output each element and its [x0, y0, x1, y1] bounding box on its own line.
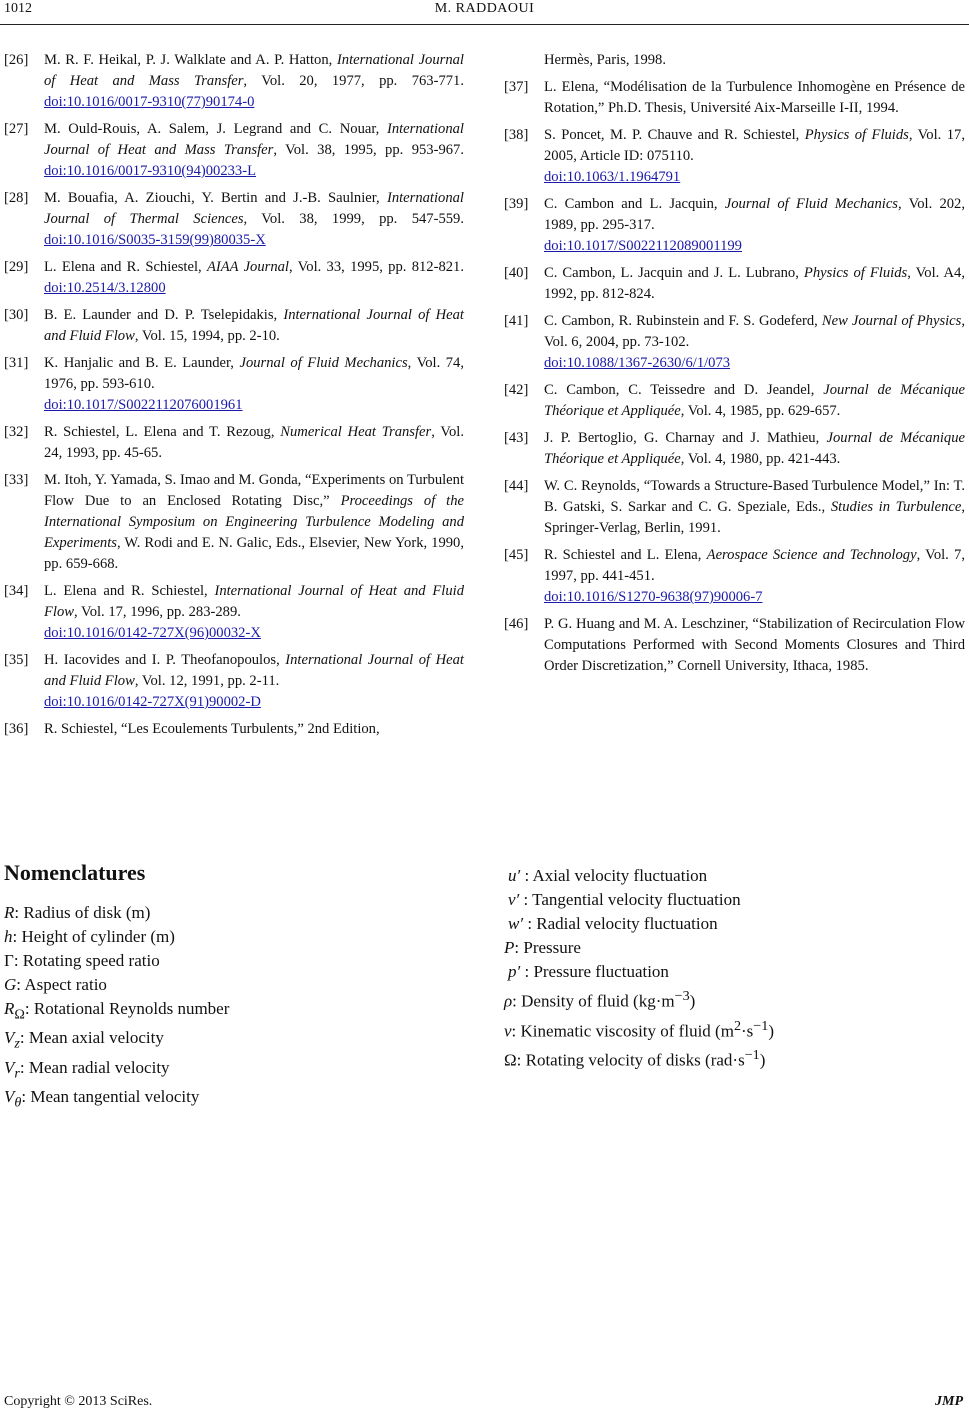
nomenclature-superscript: −1 [744, 1047, 760, 1064]
reference-text [44, 305, 464, 347]
reference-journal: AIAA Journal [206, 259, 289, 275]
reference-authors: C. Cambon, C. Teissedre and D. Jeandel, [544, 382, 824, 398]
reference-item [4, 257, 464, 299]
reference-number: [40] [504, 265, 529, 281]
nomenclature-superscript: −3 [674, 988, 690, 1004]
nomenclature-unit-close: ) [689, 991, 696, 1011]
references-right-column [504, 50, 965, 683]
reference-journal: International Journal of Heat and Fluid Flow [44, 583, 464, 620]
nomenclature-subscript: z [14, 1035, 20, 1052]
nomenclature-symbol: h [4, 927, 13, 946]
reference-36-continuation: Hermès, Paris, 1998. [544, 52, 667, 68]
reference-authors: W. C. Reynolds, “Towards a Structure-Based Turbulence Model,” In: T. B. Gatski, S. Sarkar and C. G. Speziale, Eds., [544, 478, 965, 515]
reference-number: [37] [504, 79, 529, 95]
nomenclature-description: : Height of cylinder (m) [12, 927, 175, 946]
doi-link[interactable]: doi:10.1016/0142-727X(91)90002-D [44, 694, 261, 710]
reference-details: , W. Rodi and E. N. Galic, Eds., Elsevier, New York, 1990, pp. 659-668. [44, 535, 464, 572]
nomenclature-description: : Mean radial velocity [19, 1057, 170, 1077]
reference-item [504, 263, 965, 305]
nomenclature-description: : Mean axial velocity [19, 1028, 164, 1048]
reference-details: , Vol. 17, 2005, Article ID: 075110. [544, 127, 965, 164]
doi-link[interactable]: doi:10.1063/1.1964791 [544, 169, 681, 185]
reference-item [4, 305, 464, 347]
reference-authors: M. Itoh, Y. Yamada, S. Imao and M. Gonda, “Experiments on Turbulent Flow Due to an Enclosed Rotating Disc,” [44, 472, 464, 509]
page-number: 1012 [4, 1, 32, 16]
nomenclature-description: : Density of fluid (kg·m [512, 991, 675, 1011]
reference-journal: Studies in Turbulence [830, 499, 962, 515]
reference-number: [43] [504, 430, 529, 446]
nomenclature-symbol: Γ [4, 951, 14, 970]
nomenclature-item [504, 984, 965, 1014]
nomenclature-item [4, 925, 474, 949]
reference-number: [30] [4, 307, 29, 323]
reference-details: , Springer-Verlag, Berlin, 1991. [544, 499, 965, 536]
reference-journal: New Journal of Physics [821, 313, 962, 329]
reference-item [4, 119, 464, 182]
reference-text [44, 188, 464, 251]
reference-text [544, 311, 965, 374]
reference-text [44, 353, 464, 416]
reference-text [44, 650, 464, 713]
reference-number: [32] [4, 424, 29, 440]
reference-text [544, 77, 965, 119]
reference-number: [36] [4, 721, 29, 737]
reference-journal: Physics of Fluids [803, 265, 908, 281]
reference-authors: C. Cambon, L. Jacquin and J. L. Lubrano, [544, 265, 804, 281]
nomenclature-left-list [4, 901, 474, 1115]
doi-link[interactable]: doi:10.1016/S0035-3159(99)80035-X [44, 232, 266, 248]
nomenclature-symbol: ν [504, 1021, 512, 1041]
nomenclature-item [4, 1085, 474, 1114]
reference-journal: Proceedings of the International Symposium on Engineering Turbulence Modeling and Experiments [44, 493, 464, 551]
doi-link[interactable]: doi:10.1016/S1270-9638(97)90006-7 [544, 589, 763, 605]
nomenclature-symbol: w′ [508, 914, 524, 933]
nomenclature-item [504, 1043, 965, 1073]
nomenclature-symbol: V [4, 1087, 15, 1107]
reference-item [504, 125, 965, 188]
reference-authors: C. Cambon, R. Rubinstein and F. S. Godeferd, [544, 313, 822, 329]
reference-number: [46] [504, 616, 529, 632]
reference-details: , Vol. 6, 2004, pp. 73-102. [544, 313, 965, 350]
reference-journal: Journal de Mécanique Théorique et Appliquée [544, 382, 965, 419]
reference-item [4, 470, 464, 575]
reference-item [4, 422, 464, 464]
reference-item [504, 476, 965, 539]
doi-link[interactable]: doi:10.1016/0142-727X(96)00032-X [44, 625, 261, 641]
nomenclature-subscript: Ω [14, 1006, 25, 1023]
nomenclature-symbol: V [4, 1028, 15, 1048]
nomenclature-item [4, 949, 474, 973]
reference-authors: M. Ould-Rouis, A. Salem, J. Legrand and C. Nouar, [44, 121, 387, 137]
reference-authors: B. E. Launder and D. P. Tselepidakis, [44, 307, 284, 323]
nomenclature-right-list [504, 864, 965, 1073]
nomenclature-subscript: θ [14, 1094, 22, 1111]
reference-details: , Vol. 4, 1980, pp. 421-443. [680, 451, 841, 467]
header-rule [0, 24, 969, 25]
reference-item [504, 545, 965, 608]
nomenclature-item [4, 1026, 474, 1055]
reference-number: [29] [4, 259, 29, 275]
nomenclature-item [4, 1056, 474, 1085]
reference-authors: L. Elena and R. Schiestel, [44, 259, 207, 275]
nomenclature-item [504, 864, 965, 888]
reference-number: [28] [4, 190, 29, 206]
reference-number: [41] [504, 313, 529, 329]
reference-text [44, 422, 464, 464]
reference-authors: R. Schiestel, “Les Ecoulements Turbulents,” 2nd Edition, [44, 721, 380, 737]
nomenclature-description: : Rotating speed ratio [13, 951, 160, 970]
nomenclature-description: : Axial velocity fluctuation [520, 866, 708, 885]
reference-number: [34] [4, 583, 29, 599]
nomenclature-description: : Radial velocity fluctuation [523, 914, 718, 933]
footer-journal: JMP [935, 1394, 963, 1409]
reference-authors: C. Cambon and L. Jacquin, [544, 196, 725, 212]
nomenclature-symbol: P [504, 938, 515, 957]
reference-number: [44] [504, 478, 529, 494]
reference-text [544, 476, 965, 539]
doi-link[interactable]: doi:10.1017/S0022112076001961 [44, 397, 243, 413]
reference-details: , Vol. A4, 1992, pp. 812-824. [544, 265, 965, 302]
nomenclature-superscript: −1 [753, 1017, 769, 1034]
reference-authors: R. Schiestel and L. Elena, [544, 547, 707, 563]
reference-authors: S. Poncet, M. P. Chauve and R. Schiestel, [544, 127, 805, 143]
reference-text [44, 119, 464, 182]
reference-details: , Vol. 15, 1994, pp. 2-10. [134, 328, 280, 344]
reference-journal: Journal of Fluid Mechanics [239, 355, 408, 371]
reference-number: [42] [504, 382, 529, 398]
footer-copyright: Copyright © 2013 SciRes. [4, 1394, 153, 1409]
reference-authors: P. G. Huang and M. A. Leschziner, “Stabilization of Recirculation Flow Computations Performed with Second Moments Closures and Third Order Discretization,” Cornell University, Ithaca, 1985. [544, 616, 965, 674]
reference-details: , Vol. 24, 1993, pp. 45-65. [44, 424, 464, 461]
reference-details: , Vol. 17, 1996, pp. 283-289. [74, 604, 241, 620]
reference-item [504, 380, 965, 422]
reference-authors: K. Hanjalic and B. E. Launder, [44, 355, 240, 371]
reference-journal: International Journal of Heat and Fluid Flow [44, 307, 464, 344]
reference-authors: H. Iacovides and I. P. Theofanopoulos, [44, 652, 286, 668]
reference-text [544, 545, 965, 608]
doi-link[interactable]: doi:10.1088/1367-2630/6/1/073 [544, 355, 731, 371]
doi-link[interactable]: doi:10.1016/0017-9310(94)00233-L [44, 163, 256, 179]
nomenclature-item [504, 912, 965, 936]
reference-journal: Journal de Mécanique Théorique et Appliquée [544, 430, 965, 467]
reference-details: , Vol. 33, 1995, pp. 812-821. [288, 259, 464, 275]
reference-journal: Aerospace Science and Technology [706, 547, 917, 563]
reference-journal: Physics of Fluids [804, 127, 909, 143]
nomenclature-superscript: 2 [733, 1017, 742, 1034]
reference-text [44, 257, 464, 299]
running-head: M. RADDAOUI [434, 1, 535, 16]
reference-number: [33] [4, 472, 29, 488]
nomenclature-description: : Tangential velocity fluctuation [519, 890, 741, 909]
reference-details: , Vol. 12, 1991, pp. 2-11. [134, 673, 280, 689]
reference-authors: J. P. Bertoglio, G. Charnay and J. Mathieu, [544, 430, 827, 446]
nomenclature-symbol: u′ [508, 866, 521, 885]
reference-text [544, 194, 965, 257]
reference-item [504, 614, 965, 677]
nomenclature-description: : Kinematic viscosity of fluid (m [511, 1021, 734, 1041]
reference-journal: International Journal of Heat and Mass Transfer [44, 121, 464, 158]
nomenclature-description: : Mean tangential velocity [21, 1087, 200, 1107]
reference-text [44, 719, 464, 740]
nomenclature-item [504, 960, 965, 984]
nomenclature-symbol: R [4, 903, 15, 922]
reference-item [4, 50, 464, 113]
reference-item [4, 353, 464, 416]
reference-item [4, 188, 464, 251]
reference-details: , Vol. 74, 1976, pp. 593-610. [44, 355, 464, 392]
reference-number: [39] [504, 196, 529, 212]
nomenclature-symbol: p′ [508, 962, 521, 981]
nomenclature-description: : Pressure [514, 938, 581, 957]
nomenclature-title: Nomenclatures [4, 860, 146, 885]
reference-text [44, 470, 464, 575]
reference-text [544, 380, 965, 422]
reference-number: [38] [504, 127, 529, 143]
reference-journal: Numerical Heat Transfer [280, 424, 432, 440]
nomenclature-description: : Rotational Reynolds number [24, 999, 230, 1018]
nomenclature-description: : Aspect ratio [16, 975, 107, 994]
reference-number: [31] [4, 355, 29, 371]
reference-journal: International Journal of Thermal Sciences [44, 190, 464, 227]
reference-authors: L. Elena and R. Schiestel, [44, 583, 215, 599]
reference-text [544, 614, 965, 677]
nomenclature-unit-close: ) [759, 1050, 766, 1070]
nomenclature-unit: ·s [741, 1021, 754, 1041]
nomenclature-symbol: v′ [508, 890, 520, 909]
reference-details: , Vol. 7, 1997, pp. 441-451. [544, 547, 965, 584]
reference-number: [26] [4, 52, 29, 68]
reference-authors: M. R. F. Heikal, P. J. Walklate and A. P. Hatton, [44, 52, 337, 68]
reference-number: [27] [4, 121, 29, 137]
nomenclature-symbol: ρ [504, 991, 513, 1011]
nomenclature-description: : Rotating velocity of disks (rad·s [516, 1050, 745, 1070]
doi-link[interactable]: doi:10.1016/0017-9310(77)90174-0 [44, 94, 255, 110]
nomenclature-item [504, 936, 965, 960]
reference-item [504, 428, 965, 470]
reference-details: , Vol. 4, 1985, pp. 629-657. [680, 403, 841, 419]
nomenclature-symbol: G [4, 975, 17, 994]
nomenclature-item [4, 997, 474, 1026]
reference-number: [45] [504, 547, 529, 563]
nomenclature-symbol: Ω [504, 1050, 517, 1070]
reference-item [4, 719, 464, 740]
reference-item [504, 194, 965, 257]
reference-details: , Vol. 20, 1977, pp. 763-771. [243, 73, 464, 89]
nomenclature-symbol: R [4, 999, 15, 1018]
nomenclature-subscript: r [14, 1065, 20, 1082]
nomenclature-item [504, 888, 965, 912]
reference-journal: International Journal of Heat and Mass Transfer [44, 52, 464, 89]
reference-text [544, 428, 965, 470]
nomenclature-symbol: V [4, 1057, 15, 1077]
reference-authors: M. Bouafia, A. Ziouchi, Y. Bertin and J.-B. Saulnier, [44, 190, 387, 206]
reference-text [44, 50, 464, 113]
nomenclature-item [504, 1014, 965, 1044]
reference-item [504, 311, 965, 374]
doi-link[interactable]: doi:10.2514/3.12800 [44, 280, 166, 296]
reference-text [544, 263, 965, 305]
nomenclature-item [4, 973, 474, 997]
reference-details: , Vol. 202, 1989, pp. 295-317. [544, 196, 965, 233]
reference-details: , Vol. 38, 1995, pp. 953-967. [273, 142, 464, 158]
references-left-column [4, 50, 464, 746]
reference-details: , Vol. 38, 1999, pp. 547-559. [243, 211, 464, 227]
reference-text [44, 581, 464, 644]
reference-authors: L. Elena, “Modélisation de la Turbulence Inhomogène en Présence de Rotation,” Ph.D. Thesis, Université Aix-Marseille I-II, 1994. [544, 79, 965, 116]
nomenclature-unit-close: ) [768, 1021, 775, 1041]
reference-authors: R. Schiestel, L. Elena and T. Rezoug, [44, 424, 281, 440]
reference-journal: International Journal of Heat and Fluid Flow [44, 652, 464, 689]
reference-item [4, 581, 464, 644]
reference-number: [35] [4, 652, 29, 668]
reference-item [504, 77, 965, 119]
doi-link[interactable]: doi:10.1017/S0022112089001199 [544, 238, 742, 254]
reference-text [544, 125, 965, 188]
nomenclature-item [4, 901, 474, 925]
page-header [0, 0, 969, 24]
reference-item [4, 650, 464, 713]
nomenclature-description: : Radius of disk (m) [14, 903, 151, 922]
nomenclature-description: : Pressure fluctuation [520, 962, 669, 981]
reference-journal: Journal of Fluid Mechanics [724, 196, 898, 212]
